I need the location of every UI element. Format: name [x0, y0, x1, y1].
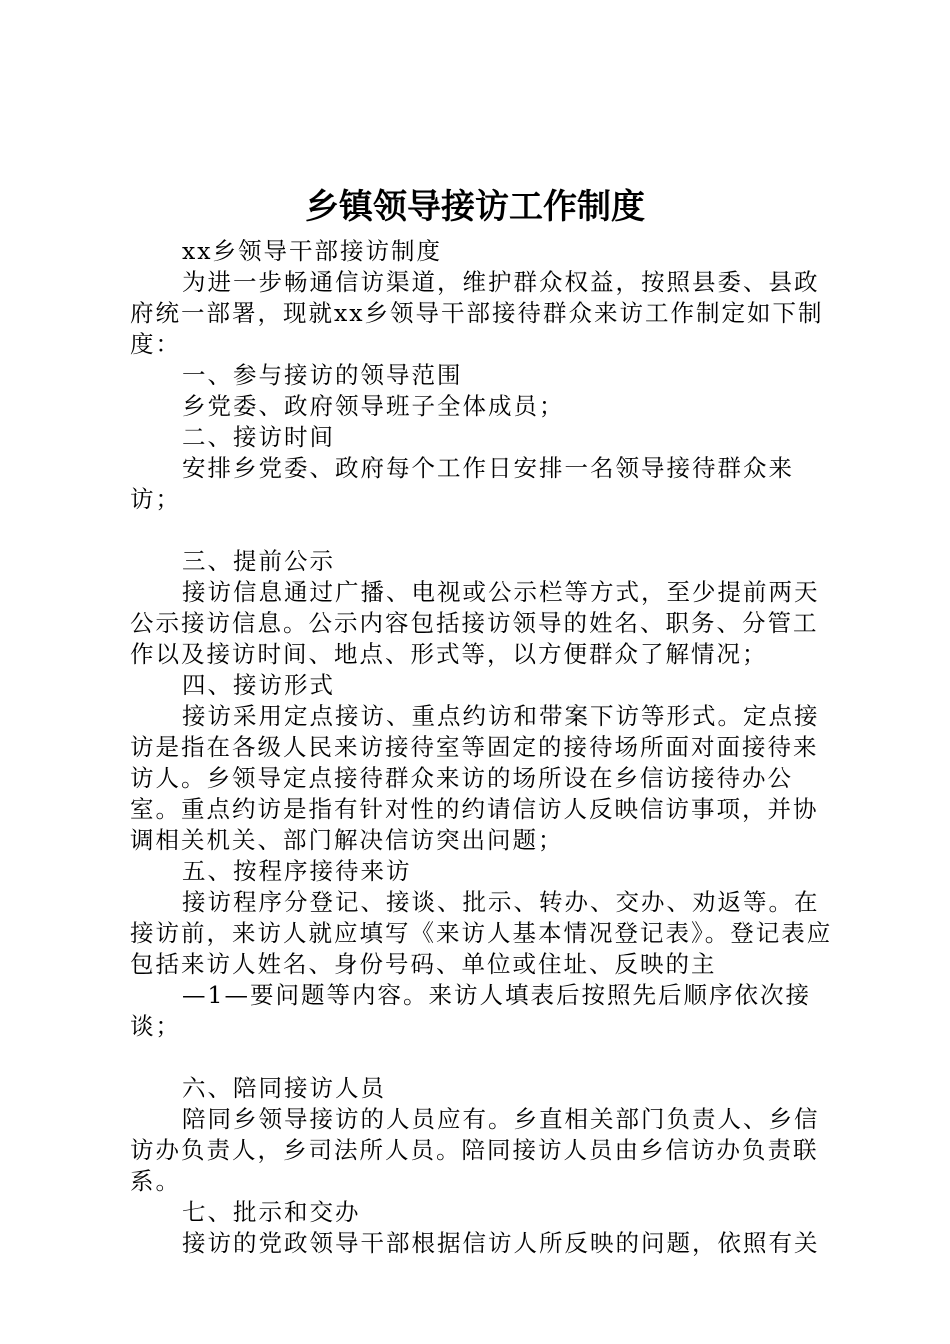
section-heading-6: 六、陪同接访人员 [182, 1074, 386, 1102]
paragraph: 陪同乡领导接访的人员应有。乡直相关部门负责人、乡信访办负责人，乡司法所人员。陪同接访人员由乡信访办负责联系。 [130, 1105, 820, 1195]
intro-paragraph: 为进一步畅通信访渠道，维护群众权益，按照县委、县政府统一部署，现就xx乡领导干部接待群众来访工作制定如下制度： [130, 268, 824, 358]
section-heading-1: 一、参与接访的领导范围 [182, 361, 463, 389]
paragraph: 乡党委、政府领导班子全体成员； [182, 392, 565, 420]
paragraph: 接访采用定点接访、重点约访和带案下访等形式。定点接访是指在各级人民来访接待室等固定的接待场所面对面接待来访人。乡领导定点接待群众来访的场所设在乡信访接待办公室。重点约访是指有针对性的约请信访人反映信访事项，并协调相关机关、部门解决信访突出问题； [130, 702, 820, 854]
paragraph: 接访的党政领导干部根据信访人所反映的问题，依照有关 [182, 1229, 820, 1257]
subtitle-line: xx乡领导干部接访制度 [182, 237, 443, 265]
paragraph: 安排乡党委、政府每个工作日安排一名领导接待群众来访； [130, 454, 794, 513]
section-heading-5: 五、按程序接待来访 [182, 857, 412, 885]
document-title: 乡镇领导接访工作制度 [305, 187, 645, 227]
section-heading-4: 四、接访形式 [182, 671, 335, 699]
section-heading-7: 七、批示和交办 [182, 1198, 361, 1226]
section-heading-2: 二、接访时间 [182, 423, 335, 451]
paragraph: 接访信息通过广播、电视或公示栏等方式，至少提前两天公示接访信息。公示内容包括接访领导的姓名、职务、分管工作以及接访时间、地点、形式等，以方便群众了解情况； [130, 578, 820, 668]
section-heading-3: 三、提前公示 [182, 547, 335, 575]
paragraph: 接访程序分登记、接谈、批示、转办、交办、劝返等。在接访前，来访人就应填写《来访人基本情况登记表》。登记表应包括来访人姓名、身份号码、单位或住址、反映的主 [130, 888, 833, 978]
document-body [130, 236, 835, 1259]
page-number-line: —1—要问题等内容。来访人填表后按照先后顺序依次接谈； [130, 981, 811, 1040]
